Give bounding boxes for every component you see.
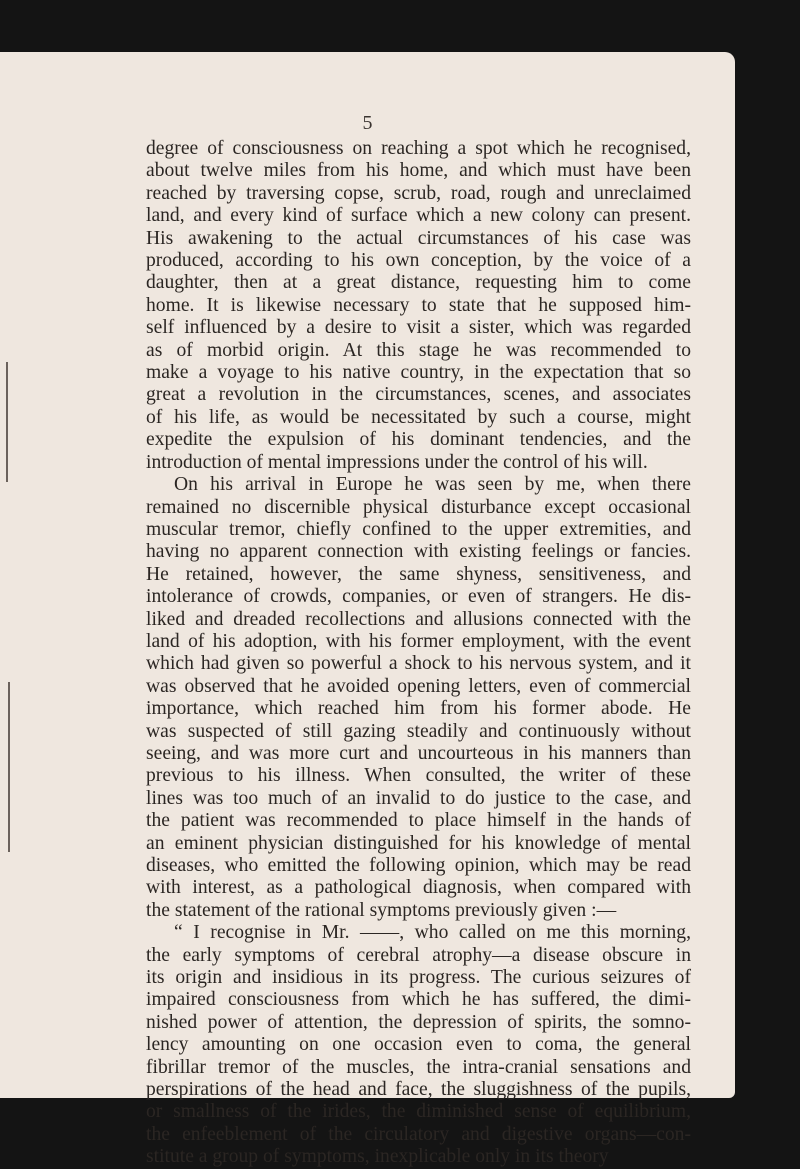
text-line: intolerance of crowds, companies, or even of strangers. He dis- [146, 586, 691, 608]
text-line: or smallness of the irides, the diminished sense of equilibrium, [146, 1101, 691, 1123]
margin-pencil-mark [8, 682, 10, 852]
text-line: produced, according to his own conception, by the voice of a [146, 250, 691, 272]
text-line: seeing, and was more curt and uncourteous in his manners than [146, 742, 691, 764]
text-line: which had given so powerful a shock to his nervous system, and it [146, 653, 691, 675]
text-line: impaired consciousness from which he has suffered, the dimi- [146, 989, 691, 1011]
text-line: previous to his illness. When consulted, the writer of these [146, 765, 691, 787]
text-line: On his arrival in Europe he was seen by me, when there [174, 474, 691, 496]
text-line: reached by traversing copse, scrub, road, rough and unreclaimed [146, 182, 691, 204]
text-line: home. It is likewise necessary to state that he supposed him- [146, 294, 691, 316]
text-line: degree of consciousness on reaching a spot which he recognised, [146, 138, 691, 159]
text-line: land, and every kind of surface which a new colony can present. [146, 205, 691, 227]
text-line: remained no discernible physical disturbance except occasional [146, 496, 691, 518]
text-line: was observed that he avoided opening letters, even of commercial [146, 675, 691, 697]
text-line: lines was too much of an invalid to do justice to the case, and [146, 787, 691, 809]
text-line: importance, which reached him from his former abode. He [146, 698, 691, 720]
book-page [0, 52, 735, 1168]
text-line: was suspected of still gazing steadily and continuously without [146, 720, 691, 742]
body-text [146, 138, 691, 1169]
text-line: an eminent physician distinguished for his knowledge of mental [146, 832, 691, 854]
text-line: lency amounting on one occasion even to coma, the general [146, 1034, 691, 1056]
text-line: with interest, as a pathological diagnosis, when compared with [146, 877, 691, 899]
text-line: fibrillar tremor of the muscles, the intra-cranial sensations and [146, 1056, 691, 1078]
text-line: the statement of the rational symptoms previously given :— [146, 899, 617, 921]
text-line: the enfeeblement of the circulatory and digestive organs—con- [146, 1123, 691, 1145]
page-number: 5 [362, 112, 373, 134]
text-line: the early symptoms of cerebral atrophy—a disease obscure in [146, 944, 691, 966]
text-line: about twelve miles from his home, and which must have been [146, 160, 691, 182]
text-line: diseases, who emitted the following opinion, which may be read [146, 855, 691, 876]
text-line: land of his adoption, with his former employment, with the event [146, 630, 691, 652]
text-line: having no apparent connection with existing feelings or fancies. [146, 541, 691, 563]
text-line: daughter, then at a great distance, requesting him to come [146, 272, 691, 294]
text-line: great a revolution in the circumstances, scenes, and associates [146, 384, 691, 406]
text-line: make a voyage to his native country, in the expectation that so [146, 362, 691, 384]
text-line: nished power of attention, the depression of spirits, the somno- [146, 1011, 691, 1033]
text-line: of his life, as would be necessitated by such a course, might [146, 406, 691, 428]
text-line: muscular tremor, chiefly confined to the upper extremities, and [146, 518, 691, 540]
text-line: liked and dreaded recollections and allusions connected with the [146, 608, 691, 630]
text-line: He retained, however, the same shyness, sensitiveness, and [146, 563, 691, 585]
text-line: self influenced by a desire to visit a sister, which was regarded [146, 317, 691, 339]
text-line: its origin and insidious in its progress. The curious seizures of [146, 967, 691, 989]
text-line: stitute a group of symptoms, inexplicable only in its theory [146, 1146, 609, 1168]
text-line: introduction of mental impressions under the control of his will. [146, 451, 648, 473]
text-line: “ I recognise in Mr. ——, who called on me this morning, [174, 922, 691, 944]
margin-pencil-mark [6, 362, 8, 482]
text-line: expedite the expulsion of his dominant tendencies, and the [146, 429, 691, 451]
text-line: the patient was recommended to place himself in the hands of [146, 810, 691, 832]
text-line: as of morbid origin. At this stage he was recommended to [146, 339, 691, 361]
text-line: His awakening to the actual circumstances of his case was [146, 227, 691, 249]
text-line: perspirations of the head and face, the sluggishness of the pupils, [146, 1079, 691, 1101]
